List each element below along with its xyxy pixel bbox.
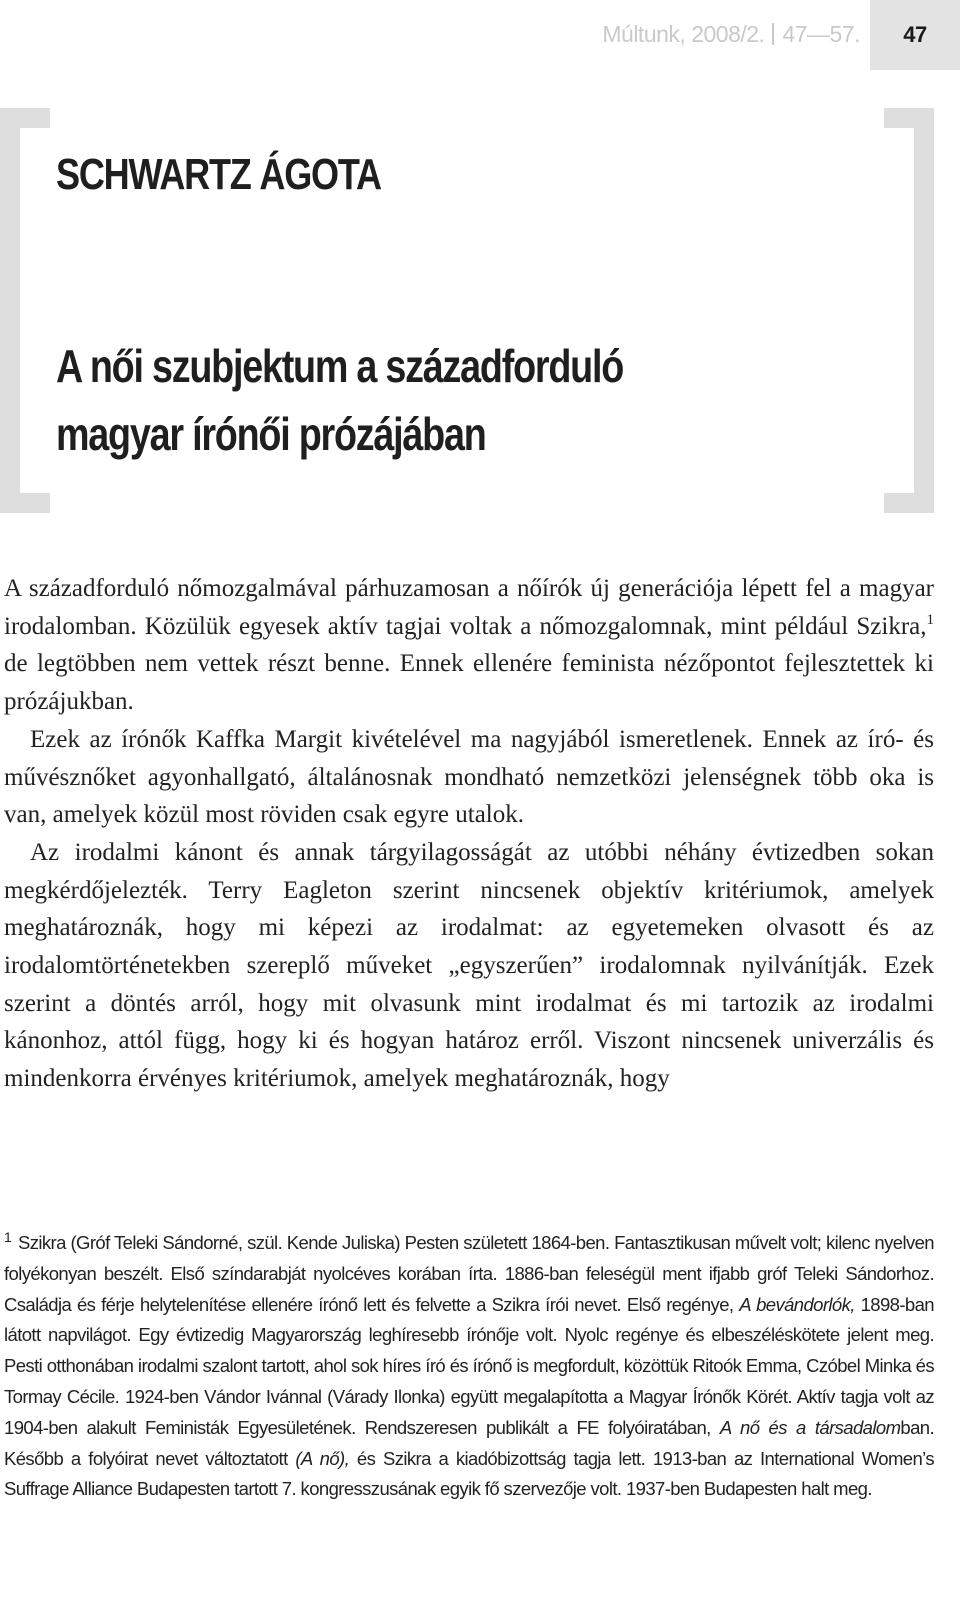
footnotes [4, 1228, 934, 1505]
paragraph-3: Az irodalmi kánont és annak tárgyilagosságát az utóbbi néhány évtizedben sokan megkérdőjelezték. Terry Eagleton szerint nincsenek objektív kritériumok, amelyek meghatároznák, hogy mi képezi az irodalmat: az egyetemeken olvasott és az irodalomtörténetekben szereplő műveket „egyszerűen” irodalomnak nyilvánítják. Ezek szerint a döntés arról, hogy mit olvasunk mint irodalmat és mi tartozik az irodalmi kánonhoz, attól függ, hogy ki és hogyan határoz erről. Viszont nincsenek univerzális és mindenkorra érvényes kritériumok, amelyek meghatároznák, hogy [4, 838, 934, 1093]
article-title [56, 332, 623, 468]
footnote-text-b: 1898-ban látott napvilágot. Egy évtizedig Magyarország leghíresebb írónője volt. Nyolc regénye és elbeszéléskötete jelent meg. Pesti otthonában irodalmi szalont tartott, ahol sok híres író és írónő is megfordult, közöttük Ritoók Emma, Czóbel Minka és Tormay Cécile. 1924-ben Vándor Ivánnal (Várady Ilonka) együtt megalapította a Magyar Írónők Körét. Aktív tagja volt az 1904-ben alakult Feministák Egyesületének. Rendszeresen publikált a FE folyóiratában, [4, 1293, 934, 1438]
running-header [560, 18, 860, 50]
title-line-1: A női szubjektum a századforduló [56, 340, 624, 392]
author-name: SCHWARTZ ÁGOTA [56, 150, 381, 199]
footnote-italic-1: A bevándorlók, [739, 1293, 855, 1315]
page-number-box [870, 0, 960, 70]
footnote-italic-2: A nő és a társadalom [719, 1416, 901, 1438]
header-divider [772, 23, 774, 45]
page-number: 47 [903, 22, 927, 47]
title-line-2: magyar írónői prózájában [56, 408, 486, 460]
page-range: 47—57. [782, 21, 860, 47]
footnote-italic-3: (A nő), [295, 1447, 350, 1469]
paragraph-2: Ezek az írónők Kaffka Margit kivételével ma nagyjából ismeretlenek. Ennek az író- és művésznőket agyonhallgató, általánosnak mondható nemzetközi jelenségnek több oka is van, amelyek közül most röviden csak egyre utalok. [4, 725, 934, 829]
footnote-text-c: ban. Később a folyóirat nevet változtatott [4, 1416, 934, 1469]
footnote-text-d: és Szikra a kiadóbizottság tagja lett. 1913-ban az International Women’s Suffrage Alliance Budapesten tartott 7. kongresszusának egyik fő szervezője volt. 1937-ben Budapesten halt meg. [4, 1447, 934, 1500]
right-bracket-decoration [884, 108, 934, 513]
footnote-1: 1 Szikra (Gróf Teleki Sándorné, szül. Kende Juliska) Pesten született 1864-ben. Fantasztikusan művelt volt; kilenc nyelven folyékonyan beszélt. Első színdarabját nyolcéves korában írta. 1886-ban feleségül ment ifjabb gróf Teleki Sándorhoz. Családja és férje helytelenítése ellenére írónő lett és felvette a Szikra írói nevet. Első regénye, A bevándorlók, 1898-ban látott napvilágot. Egy évtizedig Magyarország leghíresebb írónője volt. Nyolc regénye és elbeszéléskötete jelent meg. Pesti otthonában irodalmi szalont tartott, ahol sok híres író és írónő is megfordult, közöttük Ritoók Emma, Czóbel Minka és Tormay Cécile. 1924-ben Vándor Ivánnal (Várady Ilonka) együtt megalapította a Magyar Írónők Körét. Aktív tagja volt az 1904-ben alakult Feministák Egyesületének. Rendszeresen publikált a FE folyóiratában, A nő és a társadalomban. Később a folyóirat nevet változtatott (A nő), és Szikra a kiadóbizottság tagja lett. 1913-ban az International Women’s Suffrage Alliance Budapesten tartott 7. kongresszusának egyik fő szervezője volt. 1937-ben Budapesten halt meg. [4, 1229, 934, 1500]
paragraph-1-text-a: A századforduló nőmozgalmával párhuzamosan a nőírók új generációja lépett fel a magyar irodalomban. Közülük egyesek aktív tagjai voltak a nőmozgalomnak, mint például Szikra, [4, 575, 934, 640]
left-bracket-decoration [0, 108, 50, 513]
footnote-ref-1[interactable]: 1 [926, 611, 934, 628]
article-body [4, 570, 934, 1098]
paragraph-1-text-b: de legtöbben nem vettek részt benne. Ennek ellenére feminista nézőpontot fejlesztettek ki prózájukban. [4, 650, 934, 716]
paragraph-1 [4, 570, 934, 721]
journal-citation: Múltunk, 2008/2. [602, 21, 765, 47]
footnote-text-a: Szikra (Gróf Teleki Sándorné, szül. Kende Juliska) Pesten született 1864-ben. Fantasztikusan művelt volt; kilenc nyelven folyékonyan beszélt. Első színdarabját nyolcéves korában írta. 1886-ban feleségül ment ifjabb gróf Teleki Sándorhoz. Családja és férje helytelenítése ellenére írónő lett és felvette a Szikra írói nevet. Első regénye, [4, 1232, 934, 1315]
